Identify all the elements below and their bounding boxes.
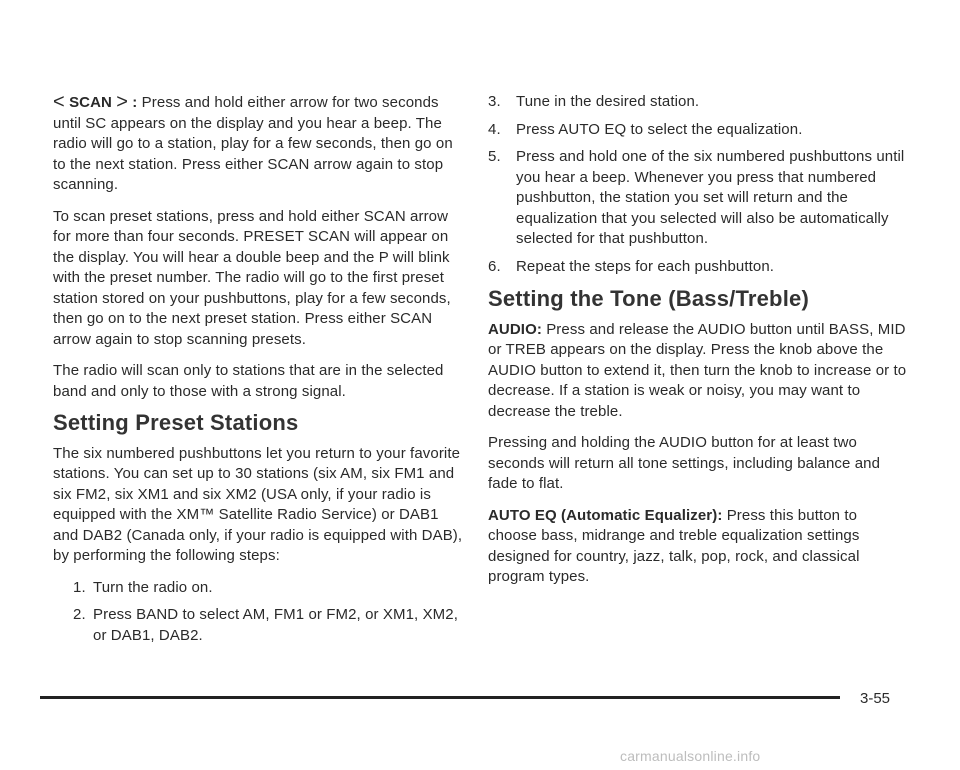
preset-steps-list-b: [488, 92, 908, 277]
footer-watermark: carmanualsonline.info: [620, 748, 761, 764]
list-item: [53, 605, 465, 646]
list-item: [488, 147, 908, 250]
list-item: [488, 120, 908, 141]
preset-scan-paragraph: To scan preset stations, press and hold either SCAN arrow for more than four seconds. PRESET SCAN will appear on the display. You will hear a double beep and the P will blink with the preset number. The radio will go to the first preset station stored on your pushbuttons, play for a few seconds, then go on to the next preset station. Press either SCAN arrow again to stop scanning presets.: [53, 207, 451, 348]
scan-band-paragraph: The radio will scan only to stations that are in the selected band and only to those with a strong signal.: [53, 362, 444, 400]
scan-right-arrow-icon: >: [116, 91, 129, 113]
audio-hold-paragraph: Pressing and holding the AUDIO button for at least two seconds will return all tone settings, including balance and fade to flat.: [488, 434, 881, 492]
list-item: [488, 92, 908, 113]
audio-text: Press and release the AUDIO button until BASS, MID or TREB appears on the display. Press the knob above the AUDIO button to extend it, then turn the knob to increase or to decrease. If a station is weak or noisy, you may want to decrease the treble.: [488, 320, 907, 420]
step-number: 4.: [488, 120, 501, 138]
page-number: 3-55: [860, 690, 891, 707]
footer-rule: [40, 696, 840, 699]
step-number: 1.: [73, 578, 86, 596]
step-text: Press BAND to select AM, FM1 or FM2, or XM1, XM2, or DAB1, DAB2.: [93, 606, 458, 644]
scan-label: SCAN: [69, 94, 112, 111]
step-text: Turn the radio on.: [93, 578, 213, 596]
audio-label: AUDIO:: [488, 320, 542, 338]
scan-colon: :: [128, 94, 138, 111]
heading-setting-the-tone: Setting the Tone (Bass/Treble): [488, 286, 809, 311]
audio-paragraph: [488, 320, 908, 423]
auto-eq-label: AUTO EQ (Automatic Equalizer):: [488, 506, 723, 524]
scan-left-arrow-icon: <: [53, 91, 65, 113]
right-column: [488, 92, 908, 599]
list-item: [488, 257, 908, 278]
heading-setting-preset-stations: Setting Preset Stations: [53, 410, 299, 435]
step-number: 5.: [488, 148, 501, 165]
auto-eq-paragraph: [488, 506, 908, 588]
step-number: 2.: [73, 606, 86, 623]
scan-text: Press and hold either arrow for two seconds until SC appears on the display and you hear a beep. The radio will go to a station, play for a few seconds, then go on to the next station. Press either SCAN arrow again to stop scanning.: [53, 94, 453, 193]
step-text: Press AUTO EQ to select the equalization.: [516, 120, 803, 138]
auto-eq-text: Press this button to choose bass, midrange and treble equalization settings designed for country, jazz, talk, pop, rock, and classical program types.: [488, 506, 860, 585]
list-item: [53, 578, 465, 599]
step-text: Press and hold one of the six numbered pushbuttons until you hear a beep. Whenever you press that numbered pushbutton, the station you set will return and the equalization that you selected will also be automatically selected for that pushbutton.: [516, 148, 905, 247]
left-column: [53, 92, 465, 653]
step-number: 6.: [488, 257, 501, 275]
step-text: Repeat the steps for each pushbutton.: [516, 257, 775, 275]
preset-steps-list-a: [53, 578, 465, 647]
scan-paragraph: [53, 92, 465, 196]
step-text: Tune in the desired station.: [516, 93, 700, 110]
preset-intro-paragraph: The six numbered pushbuttons let you return to your favorite stations. You can set up to 30 stations (six AM, six FM1 and six FM2, six XM1 and six XM2 (USA only, if your radio is equipped with the XM™ Satellite Radio Service) or DAB1 and DAB2 (Canada only, if your radio is equipped with DAB), by performing the following steps:: [53, 444, 463, 564]
step-number: 3.: [488, 93, 501, 110]
